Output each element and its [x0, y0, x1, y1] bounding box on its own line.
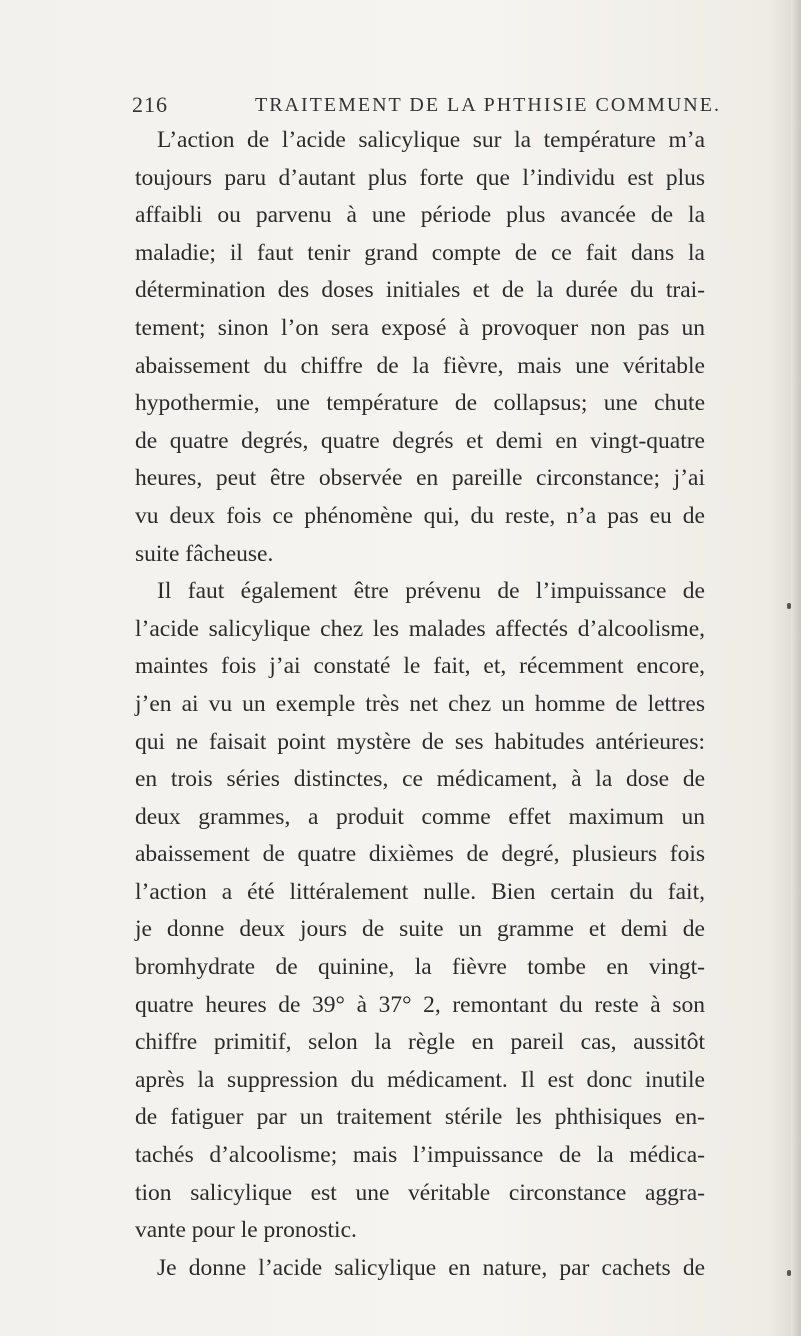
- page-edge-shadow: [791, 0, 801, 1336]
- body-text: [135, 122, 705, 1287]
- text-line: j’en ai vu un exemple très net chez un homme de lettres: [135, 690, 705, 717]
- text-line: maintes fois j’ai constaté le fait, et, récemment encore,: [135, 653, 705, 680]
- running-title: TRAITEMENT DE LA PHTHISIE COMMUNE.: [255, 94, 721, 116]
- text-line: Je donne l’acide salicylique en nature, par cachets de: [157, 1254, 705, 1281]
- text-line: après la suppression du médicament. Il est donc inutile: [135, 1066, 705, 1093]
- text-line: tement; sinon l’on sera exposé à provoquer non pas un: [135, 314, 705, 341]
- text-line: chiffre primitif, selon la règle en pareil cas, aussitôt: [135, 1029, 705, 1056]
- text-line: quatre heures de 39° à 37° 2, remontant du reste à son: [135, 991, 705, 1018]
- text-line: l’acide salicylique chez les malades affectés d’alcoolisme,: [135, 615, 705, 642]
- text-line: abaissement du chiffre de la fièvre, mais une véritable: [135, 352, 705, 379]
- text-line: l’action a été littéralement nulle. Bien certain du fait,: [135, 878, 705, 905]
- text-line: détermination des doses initiales et de la durée du trai-: [135, 277, 705, 304]
- text-line: heures, peut être observée en pareille circonstance; j’ai: [135, 465, 705, 492]
- text-line: en trois séries distinctes, ce médicament, à la dose de: [135, 766, 705, 793]
- text-line: toujours paru d’autant plus forte que l’individu est plus: [135, 164, 705, 191]
- page-number: 216: [132, 92, 168, 117]
- text-line: qui ne faisait point mystère de ses habitudes antérieures:: [135, 728, 705, 755]
- text-line: vu deux fois ce phénomène qui, du reste, n’a pas eu de: [135, 502, 705, 529]
- text-line: je donne deux jours de suite un gramme et demi de: [135, 916, 705, 943]
- text-line: L’action de l’acide salicylique sur la température m’a: [157, 127, 705, 153]
- margin-speck: [787, 603, 791, 609]
- text-line: deux grammes, a produit comme effet maximum un: [135, 803, 705, 830]
- text-line: suite fâcheuse.: [135, 540, 274, 567]
- text-line: bromhydrate de quinine, la fièvre tombe en vingt-: [135, 954, 705, 981]
- text-line: de quatre degrés, quatre degrés et demi en vingt-quatre: [135, 427, 705, 454]
- text-line: affaibli ou parvenu à une période plus avancée de la: [135, 202, 705, 229]
- text-line: Il faut également être prévenu de l’impuissance de: [157, 578, 705, 605]
- text-line: maladie; il faut tenir grand compte de ce fait dans la: [135, 239, 705, 266]
- text-line: vante pour le pronostic.: [135, 1217, 357, 1244]
- margin-speck: [787, 1270, 791, 1276]
- text-line: de fatiguer par un traitement stérile les phthisiques en-: [135, 1104, 705, 1131]
- text-line: hypothermie, une température de collapsus; une chute: [135, 390, 705, 417]
- running-head: [132, 92, 721, 120]
- text-line: abaissement de quatre dixièmes de degré, plusieurs fois: [135, 841, 705, 868]
- text-line: tachés d’alcoolisme; mais l’impuissance de la médica-: [135, 1142, 705, 1169]
- text-line: tion salicylique est une véritable circonstance aggra-: [135, 1179, 705, 1206]
